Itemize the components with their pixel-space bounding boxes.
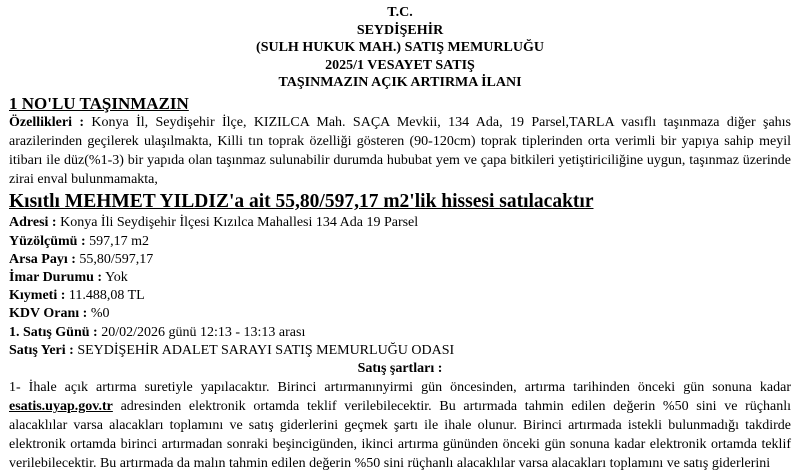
header-office: (SULH HUKUK MAH.) SATIŞ MEMURLUĞU <box>256 40 544 55</box>
detail-label: Kıymeti : <box>9 288 66 304</box>
property-features <box>9 113 791 190</box>
detail-label: 1. Satış Günü : <box>9 324 98 340</box>
detail-value-price <box>9 287 791 305</box>
conditions-text-part2: adresinden elektronik ortamda teklif verilebilecektir. Bu artırmada tahmin edilen değerin %50 sini ve rüçhanlı alacaklılar varsa alacakları toplamını ve satış giderlerini geçmek şartı ile ihale olunur. Birinci artırmada istekli bulunmadığı takdirde elektronik ortamda birinci artırmadan sonraki beşincigünden, ikinci artırma gününden önceki gün sonuna kadar elektronik ortamda teklif verilebilecektir. Bu artırmada da malın tahmin edilen değerin %50 sini rüçhanlı alacaklılar varsa alacakları toplamını ve satış giderlerini <box>9 399 792 472</box>
property-section-title: 1 NO'LU TAŞINMAZIN <box>9 93 189 113</box>
features-text: Konya İl, Seydişehir İlçe, KIZILCA Mah. SAÇA Mevkii, 134 Ada, 19 Parsel,TARLA vasıflı taşınmaza diğer şahıs arazilerinden geçilerek ulaşılmakta, Killi tın toprak özelliği gösteren (90-120cm) toprak tiplerinden orta verimli bir yapıya sahip meyil itibarı ile düz(%1-3) bir yapıda olan taşınmaz sulunabilir durumda hububat yem ve çapa bitkileri yetiştiriciliğine uygun, taşınmaz üzerinde zirai enval bulunmamakta, <box>9 114 791 188</box>
detail-value: %0 <box>90 306 110 322</box>
detail-label: Arsa Payı : <box>9 251 76 267</box>
detail-sale-date <box>9 324 791 342</box>
conditions-title: Satış şartları : <box>357 360 443 376</box>
detail-sale-place <box>9 342 791 360</box>
detail-value: 20/02/2026 günü 12:13 - 13:13 arası <box>101 324 306 340</box>
detail-land-share <box>9 251 791 269</box>
detail-address <box>9 214 791 232</box>
header-town: SEYDİŞEHİR <box>356 22 444 38</box>
header-tc: T.C. <box>387 5 413 20</box>
detail-value: Yok <box>105 269 128 285</box>
detail-zoning <box>9 269 791 287</box>
conditions-text <box>9 378 791 473</box>
detail-vat <box>9 305 791 323</box>
detail-value: 55,80/597,17 <box>79 251 154 267</box>
detail-value: 597,17 m2 <box>89 233 150 249</box>
esatis-link[interactable]: esatis.uyap.gov.tr <box>9 399 113 415</box>
detail-value: 11.488,08 TL <box>68 288 145 304</box>
header-announcement-title: TAŞINMAZIN AÇIK ARTIRMA İLANI <box>278 75 522 90</box>
features-label: Özellikleri : <box>9 114 85 130</box>
share-title: Kısıtlı MEHMET YILDIZ'a ait 55,80/597,17 m2'lik hissesi satılacaktır <box>9 191 594 213</box>
conditions-text-part1: 1- İhale açık artırma suretiyle yapılacaktır. Birinci artırmanınyirmi gün öncesinden, artırma tarihinden önceki gün sonuna kadar <box>9 380 791 396</box>
detail-label: KDV Oranı : <box>9 306 88 322</box>
detail-label: İmar Durumu : <box>9 269 103 285</box>
detail-label: Yüzölçümü : <box>9 233 86 249</box>
detail-label: Adresi : <box>9 215 57 231</box>
detail-area <box>9 233 791 251</box>
detail-value: SEYDİŞEHİR ADALET SARAYI SATIŞ MEMURLUĞU ODASI <box>77 342 455 358</box>
header-file-number: 2025/1 VESAYET SATIŞ <box>325 57 475 73</box>
detail-label: Satış Yeri : <box>9 342 74 358</box>
detail-value: Konya İli Seydişehir İlçesi Kızılca Mahallesi 134 Ada 19 Parsel <box>60 215 419 231</box>
document-page <box>9 0 791 473</box>
